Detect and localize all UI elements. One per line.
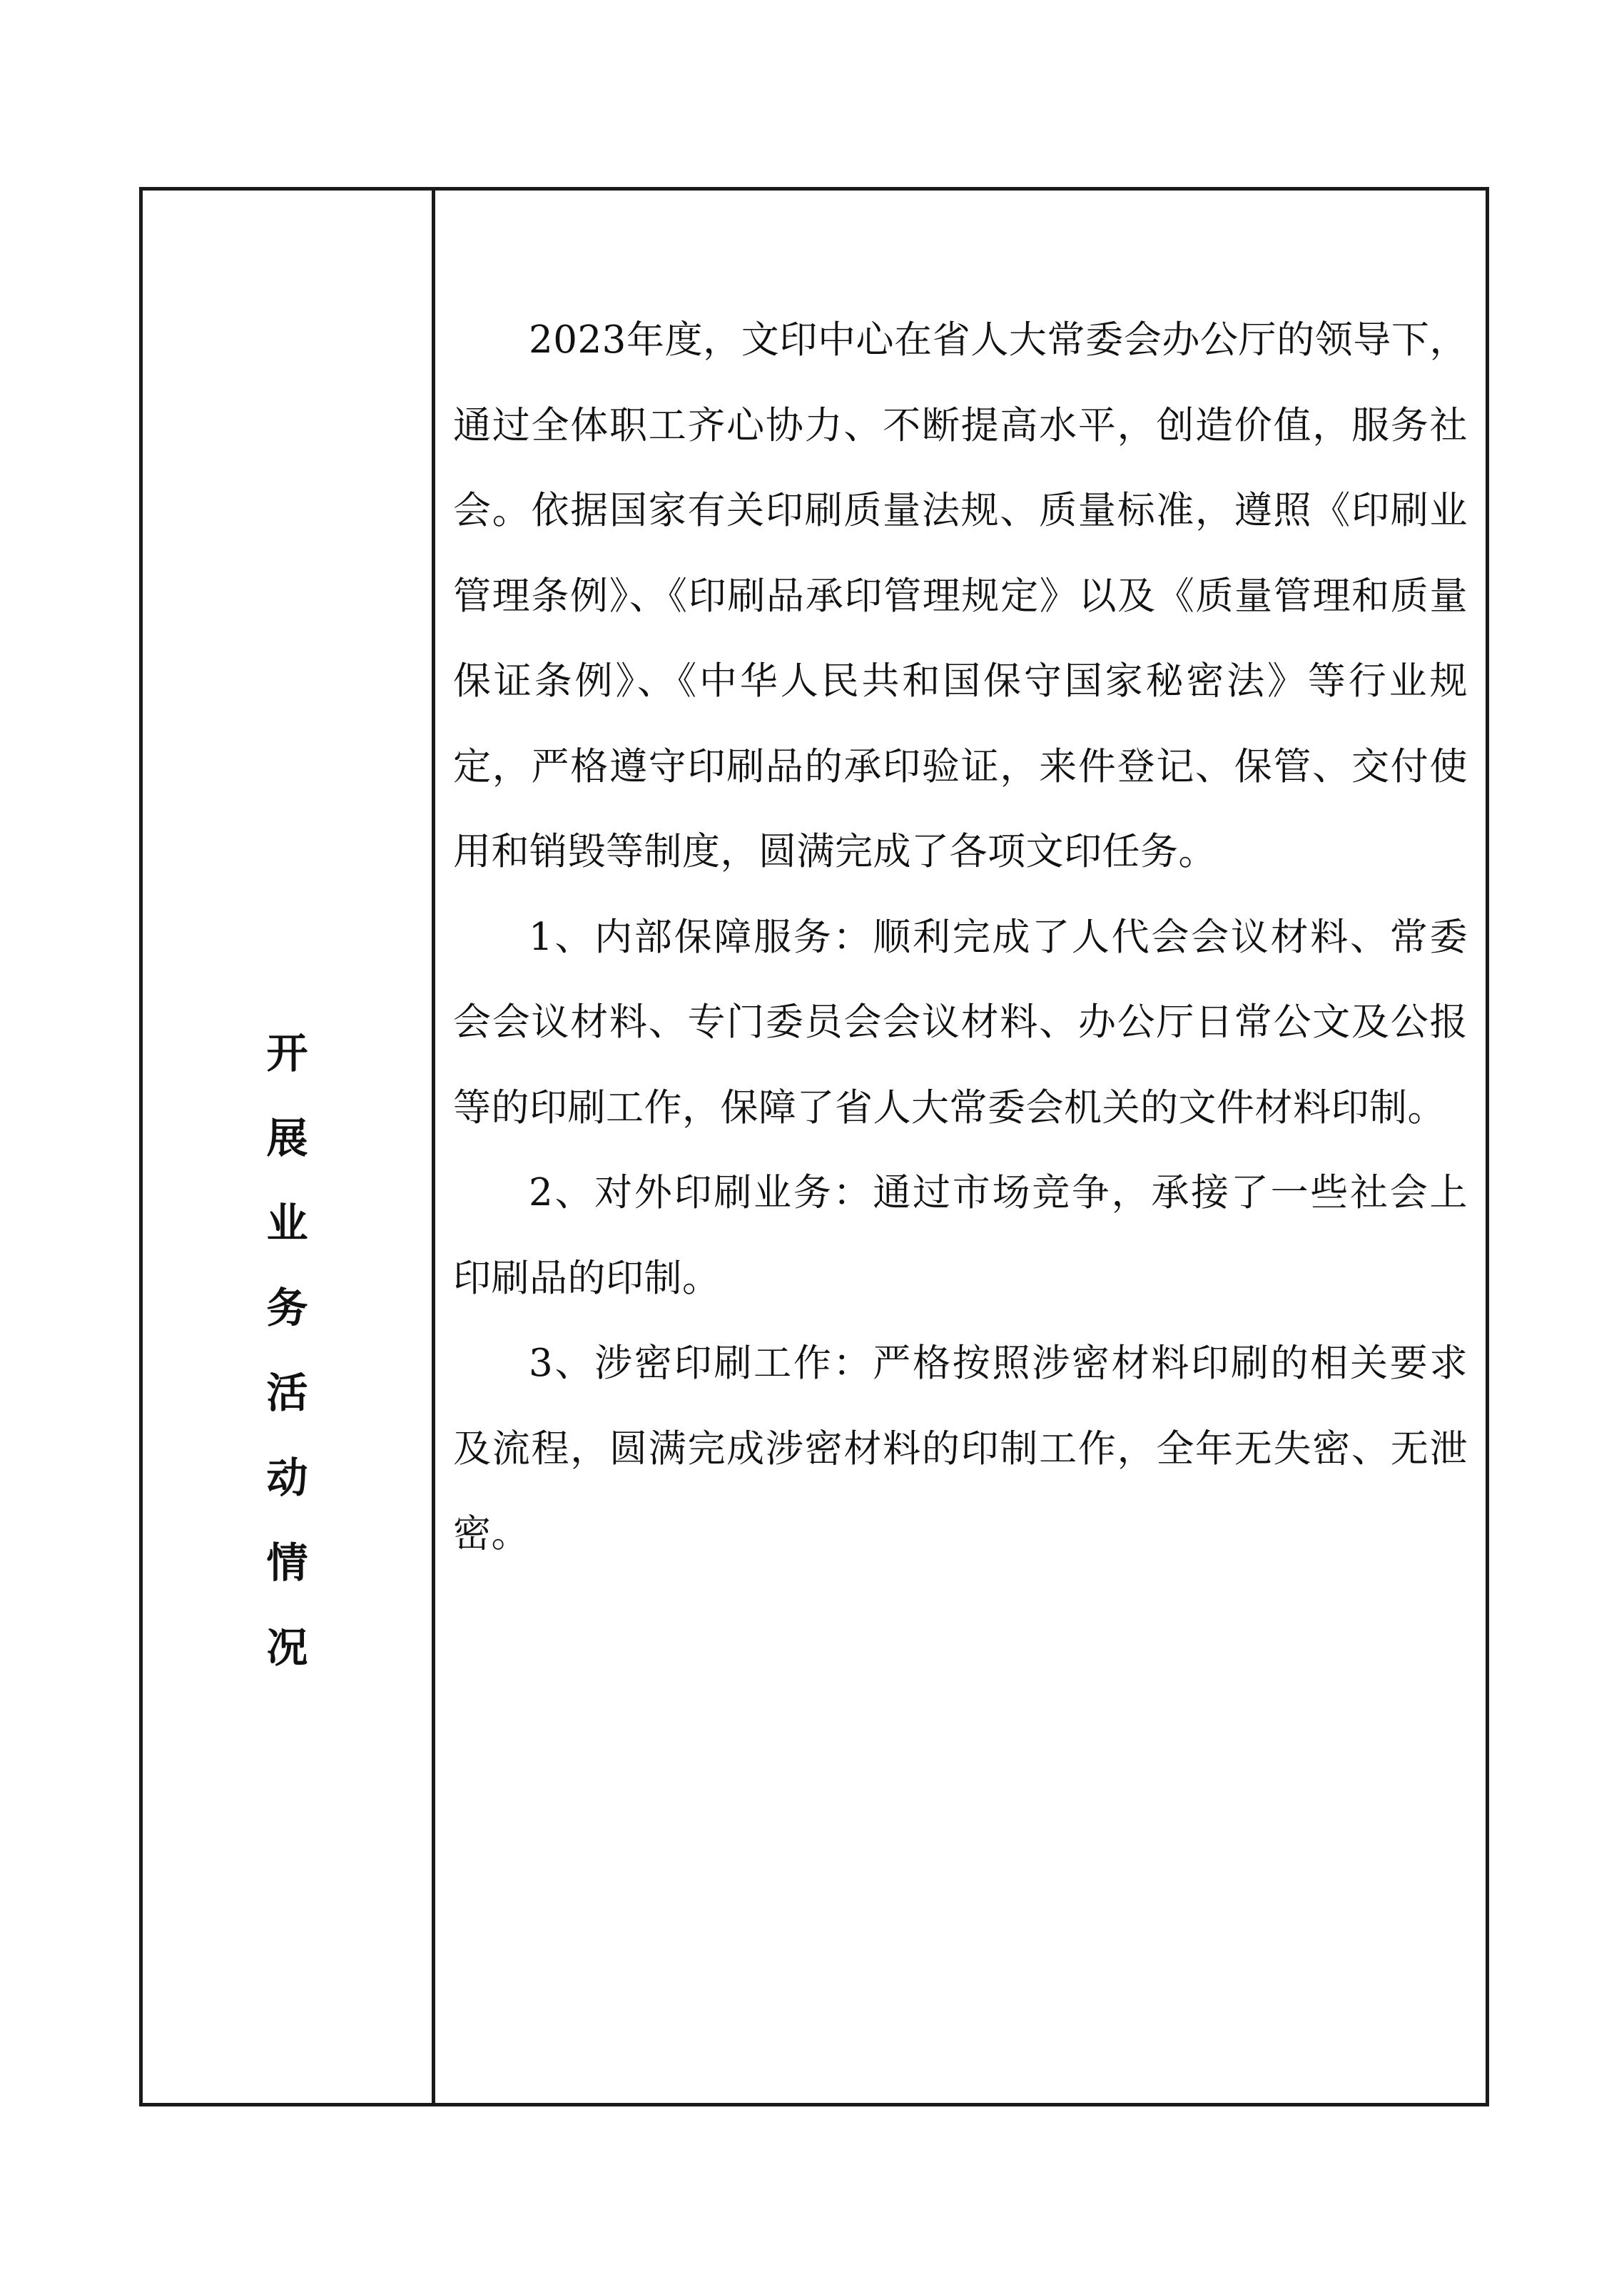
section-label-char: 活: [266, 1369, 308, 1417]
section-label-char: 情: [266, 1538, 308, 1587]
section-label-char: 况: [266, 1623, 308, 1672]
paragraph-intro: 2023年度，文印中心在省人大常委会办公厅的领导下，通过全体职工齐心协力、不断提高水平，创造价值，服务社会。依据国家有关印刷质量法规、质量标准，遵照《印刷业管理条例》、《印刷品承印管理规定》以及《质量管理和质量保证条例》、《中华人民共和国保守国家秘密法》等行业规定，严格遵守印刷品的承印验证，来件登记、保管、交付使用和销毁等制度，圆满完成了各项文印任务。: [453, 318, 1468, 873]
paragraph-external-printing: 2、对外印刷业务：通过市场竞争，承接了一些社会上印刷品的印制。: [453, 1171, 1468, 1300]
section-label-char: 展: [266, 1114, 308, 1162]
section-label-char: 业: [266, 1199, 308, 1247]
section-label: [143, 1011, 432, 1690]
paragraph-classified-printing: 3、涉密印刷工作：严格按照涉密材料印刷的相关要求及流程，圆满完成涉密材料的印制工作，全年无失密、无泄密。: [453, 1342, 1468, 1556]
paragraph-internal-service: 1、内部保障服务：顺利完成了人代会会议材料、常委会会议材料、专门委员会会议材料、办公厅日常公文及公报等的印刷工作，保障了省人大常委会机关的文件材料印制。: [453, 915, 1468, 1130]
content-body: [453, 298, 1468, 1577]
section-label-char: 动: [266, 1454, 308, 1502]
content-cell: [435, 191, 1486, 2103]
label-cell: [143, 191, 435, 2103]
section-label-char: 开: [266, 1029, 308, 1077]
form-table: [139, 187, 1489, 2106]
section-label-char: 务: [266, 1284, 308, 1332]
